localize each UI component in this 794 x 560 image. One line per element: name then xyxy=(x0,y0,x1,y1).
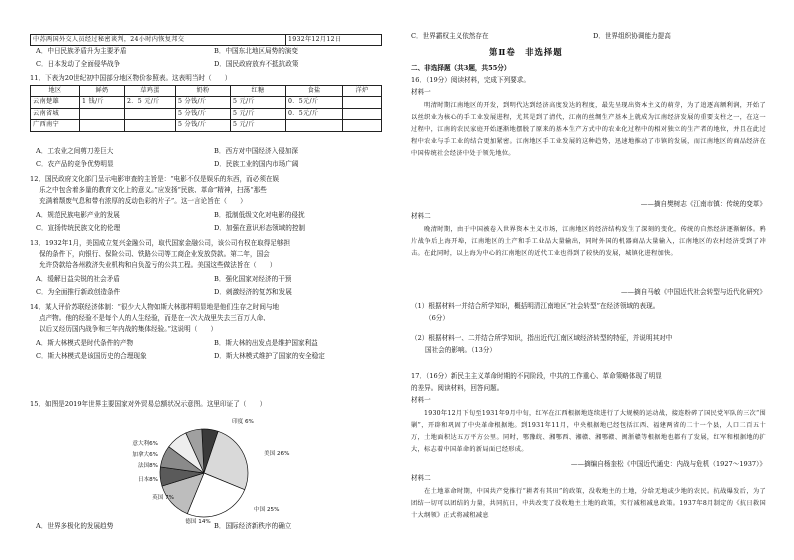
pie-label-8: 加拿大6% xyxy=(132,452,158,458)
q12-line-2: 乐之中包含着多量的教育文化上的意义。”应发扬“民族、革命”精神，扫荡“那些 xyxy=(39,186,267,194)
pie-label-6: 法国8% xyxy=(137,463,158,469)
q17-material-1-text: 1930年12月下旬至1931年9月中旬，红军在江西根据地连续进行了大规模的运动战，接连粉碎了国民党军队的三次“围剿”，开辟和巩固了中央革命根据地。到1931年11月，中央根据地已经包括江西、福建两省的二十一个县，人口二百五十万，土地面积达五万平方公里。同时，鄂豫皖、湘鄂西、湘赣、湘鄂赣、闽浙赣等根据地也都有了发展，红军和根据地的扩大，标志着中国革命的新局面已经形成。 xyxy=(411,410,766,453)
q16-part-1: （1）根据材料一并结合所学知识，概括明清江南地区“社会转型”在经济领域的表现。 xyxy=(411,302,660,310)
q17-stem-cont: 的差异。阅读材料，回答问题。 xyxy=(411,384,504,392)
table-cell xyxy=(343,97,382,108)
pie-label-1: 美国 26% xyxy=(264,451,290,457)
pie-label-0: 印度 6% xyxy=(232,419,254,425)
trade-pie-chart xyxy=(114,415,294,533)
q16-material-2-label: 材料二 xyxy=(411,212,431,220)
q11-price-table xyxy=(30,85,382,132)
table-cell: 5 分钱/斤 xyxy=(176,108,231,119)
q11-option-b[interactable]: B．西方对中国经济入侵加深 xyxy=(214,147,298,155)
table-header: 红糖 xyxy=(231,86,286,97)
q16-part-1-score: （6分） xyxy=(425,314,449,322)
q13-line-2: 保的条件下，向银行、保险公司、铁路公司等工商企业发放贷款。第二年，国会 xyxy=(39,250,270,258)
q13-option-a[interactable]: A．缓解日益尖锐的社会矛盾 xyxy=(36,275,120,283)
table-cell xyxy=(343,108,382,119)
table-header: 草鸡蛋 xyxy=(125,86,176,97)
q12-option-d[interactable]: D．加强在意识形态领域的控制 xyxy=(214,224,306,232)
table-header-row xyxy=(31,86,382,97)
table-header: 地区 xyxy=(31,86,80,97)
q10-option-a[interactable]: A．中日民族矛盾升为主要矛盾 xyxy=(36,47,127,55)
top-event-table xyxy=(30,34,382,46)
q14-line-2: 点产物。他的经验不是每个人的人生经验，而是在一次大战里失去三百万人命、 xyxy=(39,314,270,322)
q11-stem: 11．下表为20世纪初中国部分地区物价参照表。这表明当时（ ） xyxy=(30,74,232,82)
table-header: 洋炉 xyxy=(343,86,382,97)
q10-option-c[interactable]: C．日本发动了全面侵华战争 xyxy=(36,60,121,68)
table-cell xyxy=(343,120,382,131)
table-cell: 2．5 元/斤 xyxy=(125,97,176,108)
pie-label-4: 英国 7% xyxy=(152,495,174,501)
table-cell: 5 元/斤 xyxy=(231,120,286,131)
table-row xyxy=(31,35,382,46)
q16-part-2: （2）根据材料一、二并结合所学知识，指出近代江南区域经济转型的特征，并说明其对中 xyxy=(411,334,673,342)
table-cell xyxy=(125,108,176,119)
table-header: 奶粉 xyxy=(176,86,231,97)
top-table-date: 1932年12月12日 xyxy=(286,35,382,46)
q12-line-1: 12．国民政府文化部门呈示电影审查的主旨是：“电影不仅是娱乐的东西，而必须在娱 xyxy=(30,175,280,183)
q16-material-1-label: 材料一 xyxy=(411,88,431,96)
table-row xyxy=(31,97,382,108)
table-cell: 5 分钱/斤 xyxy=(176,97,231,108)
q10-option-b[interactable]: B．中国东北地区局势的演变 xyxy=(214,47,298,55)
part-two-heading: 二、非选择题（共3题，共55分） xyxy=(411,64,511,72)
q12-option-b[interactable]: B．抵制低级文化对电影的侵扰 xyxy=(214,211,305,219)
table-cell: 0．5元/斤 xyxy=(286,97,343,108)
q10-option-d[interactable]: D．国民政府放弃不抵抗政策 xyxy=(214,60,299,68)
table-cell: 云南楚雄 xyxy=(31,97,80,108)
q14-line-3: 以后又经历国内战争和三年内战的集体经验。”这说明（ ） xyxy=(39,325,218,333)
top-table-event: 中苏两国外交人员经过秘密谈判，24小时内恢复邦交 xyxy=(31,35,286,46)
table-row xyxy=(31,108,382,119)
q17-stem: 17．（16分）新民主主义革命时期的不同阶段，中共的工作重心、革命策略体现了明显 xyxy=(411,372,662,380)
table-cell xyxy=(286,120,343,131)
q12-option-a[interactable]: A．规范民族电影产业的发展 xyxy=(36,211,120,219)
q11-option-d[interactable]: D．民族工业的国内市场广阔 xyxy=(214,160,299,168)
q12-line-3: 充满着颓废气息和带有浓厚的反动色彩的片子”。这一言论旨在（ ） xyxy=(39,197,247,205)
table-cell: 云南省城 xyxy=(31,108,80,119)
table-cell xyxy=(80,108,125,119)
pie-label-7: 意大利6% xyxy=(132,441,158,447)
q16-material-1-source: ——摘自樊树志《江南市镇：传统的变革》 xyxy=(640,200,766,208)
q14-option-a[interactable]: A．斯大林模式是时代条件的产物 xyxy=(36,339,134,347)
table-cell xyxy=(125,120,176,131)
pie-label-2: 中国 25% xyxy=(254,507,280,513)
q17-material-1-source: ——摘编自杨奎松《中国近代通史：内战与危机（1927～1937）》 xyxy=(570,460,766,468)
table-cell: 5 分钱/斤 xyxy=(176,120,231,131)
q17-material-1-label: 材料一 xyxy=(411,396,431,404)
table-cell: 广西南宁 xyxy=(31,120,80,131)
q16-material-2-source: ——摘自马敏《中国近代社会转型与近代化研究》 xyxy=(620,288,766,296)
q15-stem: 15．如图是2019年世界主要国家对外贸易总额状况示意图。这里印证了（ ） xyxy=(30,400,267,408)
table-cell: 5 元/斤 xyxy=(231,108,286,119)
q13-option-c[interactable]: C．为全面推行新政创造条件 xyxy=(36,288,121,296)
q15-option-d[interactable]: D．世界组织协调能力提高 xyxy=(593,32,671,40)
table-cell: 1 钱/斤 xyxy=(80,97,125,108)
q16-material-2-text: 晚清时期，由于中国被卷入世界资本主义市场，江南地区的经济结构发生了深刻的变化，传统的自然经济逐渐解体。鸦片战争后上海开埠，江南地区的土产和手工业品大量输出，同时外国的机器商品大量输入，江南地区的农村经济受到了冲击。在此同时，以上海为中心的江南地区的近代工业也得到了较快的发展，城镇化进程加快。 xyxy=(411,226,766,257)
table-header: 鲜奶 xyxy=(80,86,125,97)
q13-option-d[interactable]: D．刺激经济的复苏和发展 xyxy=(214,288,292,296)
q17-material-2-text: 在土地革命时期，中国共产党推行“耕者有其田”的政策，没收地主的土地，分给无地或少地的农民。抗战爆发后，为了团结一切可以团结的力量，共同抗日，中共改变了没收地主土地的政策，实行减租减息政策。1937年8月制定的《抗日救国十大纲领》正式将减租减息 xyxy=(411,488,766,519)
section-title: 第Ⅱ卷 非选择题 xyxy=(489,47,563,57)
q15-option-a[interactable]: A．世界多极化的发展趋势 xyxy=(36,522,114,530)
pie-label-5: 日本8% xyxy=(137,477,158,483)
pie-label-3: 德国 14% xyxy=(185,519,211,525)
table-cell: 5 元/斤 xyxy=(231,97,286,108)
table-row xyxy=(31,120,382,131)
q14-option-b[interactable]: B．斯大林的出发点是维护国家利益 xyxy=(214,339,318,347)
q17-material-2-label: 材料二 xyxy=(411,474,431,482)
q11-option-a[interactable]: A．工农业之间剪刀差巨大 xyxy=(36,147,114,155)
q16-material-1-text: 明清时期江南地区的开发，到明代达到经济高度发达的程度，最先呈现出资本主义的萌芽，为了追逐高额利润，开始了以丝织业为核心的手工业发展进程，尤其是到了清代，江南的丝绸生产基本上就成为江南经济发展的重要支柱之一，在这一过程中，江南的农民家庭开始逐渐地摆脱了原来的基本生产方式中的农业化过程中的相对独立的生产者的地位，并且在此过程中农业与手工业的结合更加紧密。江南地区手工业发展的这种趋势，迅速地推动了市镇的发展，而江南地区的商品经济在中国传统社会经济中处于领先地位。 xyxy=(411,102,766,157)
table-cell: 0．5元/斤 xyxy=(286,108,343,119)
q15-option-b[interactable]: B．国际经济新秩序的确立 xyxy=(214,522,292,530)
q11-option-c[interactable]: C．农产品的竞争优势明显 xyxy=(36,160,114,168)
q14-option-c[interactable]: C．斯大林模式是该国历史的合理现象 xyxy=(36,352,147,360)
q14-line-1: 14．某人评价苏联经济体制：“很少大人物如斯大林那样明显地是他们生存之时间与地 xyxy=(30,303,280,311)
q15-option-c[interactable]: C．世界霸权主义依然存在 xyxy=(411,32,489,40)
q13-option-b[interactable]: B．强化国家对经济的干预 xyxy=(214,275,292,283)
q13-line-3: 允许贷款给各州救济失业机构和自负盈亏的公共工程。美国这些做法旨在（ ） xyxy=(39,261,277,269)
table-header: 食盐 xyxy=(286,86,343,97)
q12-option-c[interactable]: C．宣扬传统民族文化的伦理 xyxy=(36,224,121,232)
q14-option-d[interactable]: D．斯大林模式维护了国家的安全稳定 xyxy=(214,352,325,360)
table-cell xyxy=(80,120,125,131)
q16-part-2-cont: 国社会的影响。（13分） xyxy=(425,346,497,354)
q16-stem: 16．（19分）阅读材料，完成下列要求。 xyxy=(411,76,530,84)
q13-line-1: 13．1932年1月，美国成立复兴金融公司，取代国家金融公司，该公司有权在取得足够担 xyxy=(30,239,291,247)
